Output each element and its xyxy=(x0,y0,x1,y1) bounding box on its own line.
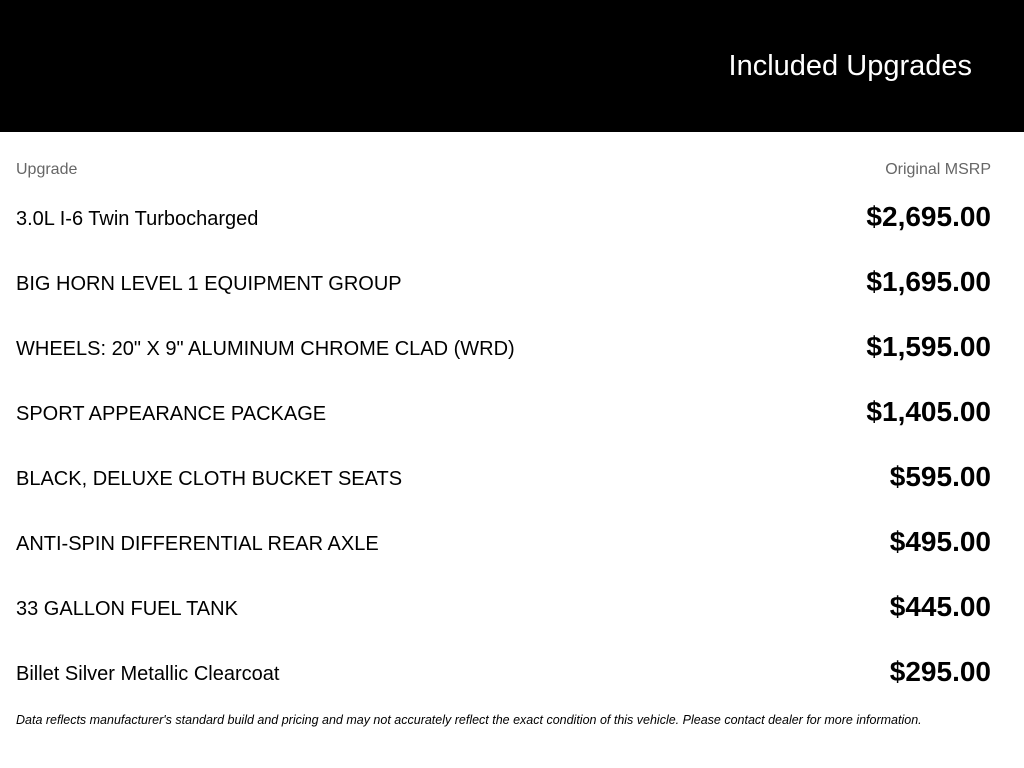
upgrade-name: BLACK, DELUXE CLOTH BUCKET SEATS xyxy=(16,468,403,490)
upgrade-name: 3.0L I-6 Twin Turbocharged xyxy=(16,208,259,230)
upgrade-price: $1,595.00 xyxy=(866,331,991,362)
disclaimer-text: Data reflects manufacturer's standard build and pricing and may not accurately reflect the exact condition of this vehicle. Please contact dealer for more information. xyxy=(16,713,922,727)
upgrade-name: 33 GALLON FUEL TANK xyxy=(16,598,238,620)
table-row xyxy=(0,575,1024,640)
upgrade-name: WHEELS: 20" X 9" ALUMINUM CHROME CLAD (WRD) xyxy=(16,338,515,360)
column-header-upgrade: Upgrade xyxy=(16,161,78,178)
table-row xyxy=(0,445,1024,510)
upgrade-price: $595.00 xyxy=(889,461,991,492)
upgrade-price: $1,405.00 xyxy=(866,396,991,427)
table-row xyxy=(0,185,1024,250)
table-row xyxy=(0,250,1024,315)
upgrade-name: SPORT APPEARANCE PACKAGE xyxy=(16,403,327,425)
upgrade-price: $295.00 xyxy=(889,656,991,687)
upgrade-price: $1,695.00 xyxy=(866,266,991,297)
upgrade-name: BIG HORN LEVEL 1 EQUIPMENT GROUP xyxy=(16,273,402,295)
upgrade-name: ANTI-SPIN DIFFERENTIAL REAR AXLE xyxy=(16,533,379,555)
table-row xyxy=(0,380,1024,445)
upgrade-price: $2,695.00 xyxy=(866,201,991,232)
column-header-msrp: Original MSRP xyxy=(885,161,991,178)
page-title: Included Upgrades xyxy=(728,50,972,82)
upgrade-price: $495.00 xyxy=(889,526,991,557)
table-row xyxy=(0,315,1024,380)
upgrades-list xyxy=(0,185,1024,705)
table-row xyxy=(0,640,1024,705)
header-banner xyxy=(0,0,1024,132)
upgrade-name: Billet Silver Metallic Clearcoat xyxy=(16,663,280,685)
upgrade-price: $445.00 xyxy=(889,591,991,622)
table-row xyxy=(0,510,1024,575)
